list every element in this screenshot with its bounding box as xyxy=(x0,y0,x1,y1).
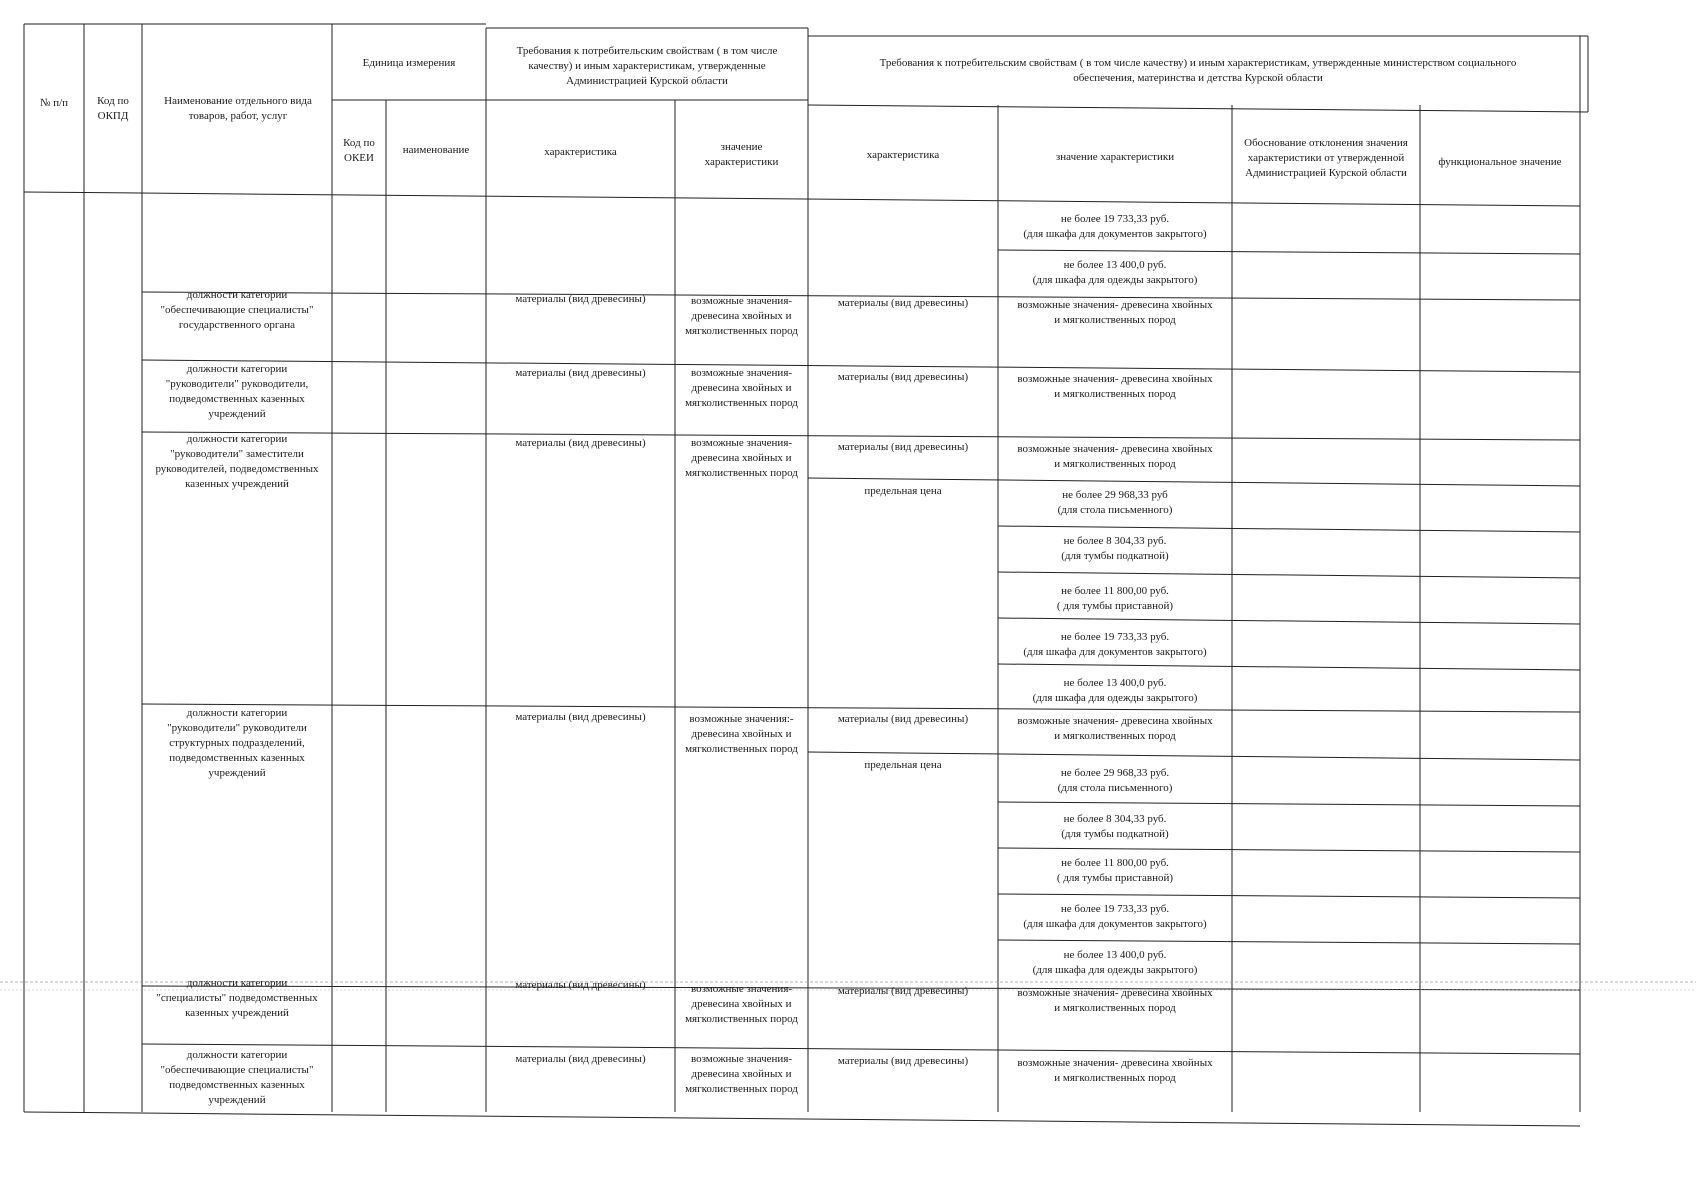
value-possible: возможные значения- древесина хвойных и мягколиственных пород xyxy=(685,983,798,1025)
price-cabinet-docs: не более 19 733,33 руб. (для шкафа для документов закрытого) xyxy=(1023,631,1207,658)
char-material: материалы (вид древесины) xyxy=(837,371,969,383)
price-side: не более 11 800,00 руб. ( для тумбы приставной) xyxy=(1056,857,1174,884)
header-functional: функциональное значение xyxy=(1438,156,1562,168)
value-possible: возможные значения- древесина хвойных и мягколиственных пород xyxy=(1017,443,1213,470)
header-unit-name: наименование xyxy=(402,144,470,156)
price-cabinet-docs: не более 19 733,33 руб. (для шкафа для документов закрытого) xyxy=(1023,903,1207,930)
row-category: должности категории "обеспечивающие специалисты" государственного органа xyxy=(160,289,314,331)
header-unit-code: Код по ОКЕИ xyxy=(343,137,375,164)
header-val-admin: значение характеристики xyxy=(704,141,779,168)
char-material: материалы (вид древесины) xyxy=(837,441,969,453)
char-material: материалы (вид древесины) xyxy=(515,711,646,723)
char-material: материалы (вид древесины) xyxy=(515,293,646,305)
value-possible: возможные значения- древесина хвойных и мягколиственных пород xyxy=(1017,1057,1213,1084)
price-side: не более 11 800,00 руб. ( для тумбы приставной) xyxy=(1056,585,1174,612)
price-cabinet-clothes: не более 13 400,0 руб. (для шкафа для одежды закрытого) xyxy=(1032,677,1198,704)
row-category: должности категории "руководители" руководители, подведомственных казенных учреждений xyxy=(165,363,309,420)
row-category: должности категории "специалисты" подведомственных казенных учреждений xyxy=(156,977,318,1019)
row-category: должности категории "руководители" руководители структурных подразделений, подведомственных казенных учреждений xyxy=(167,707,307,779)
header-req-ministry: Требования к потребительским свойствам ( в том числе качеству) и иным характеристикам, утвержденные министерством социального обеспечения, материнства и детства Курской области xyxy=(879,57,1517,84)
char-material: материалы (вид древесины) xyxy=(837,297,969,309)
value-possible: возможные значения- древесина хвойных и мягколиственных пород xyxy=(1017,373,1213,400)
char-material: материалы (вид древесины) xyxy=(515,437,646,449)
header-num: № п/п xyxy=(39,97,69,109)
row-category: должности категории "руководители" заместители руководителей, подведомственных казенных учреждений xyxy=(155,433,319,490)
char-material: материалы (вид древесины) xyxy=(837,985,969,997)
value-possible: возможные значения- древесина хвойных и мягколиственных пород xyxy=(685,367,798,409)
price-desk: не более 29 968,33 руб (для стола письменного) xyxy=(1057,489,1173,516)
value-possible: возможные значения- древесина хвойных и мягколиственных пород xyxy=(685,437,798,479)
char-material: материалы (вид древесины) xyxy=(515,1053,646,1065)
value-possible: возможные значения- древесина хвойных и мягколиственных пород xyxy=(1017,299,1213,326)
price-cabinet-clothes: не более 13 400,0 руб. (для шкафа для одежды закрытого) xyxy=(1032,949,1198,976)
price-drawer: не более 8 304,33 руб. (для тумбы подкатной) xyxy=(1061,535,1169,562)
char-material: материалы (вид древесины) xyxy=(515,979,646,991)
price-cabinet-clothes: не более 13 400,0 руб. (для шкафа для одежды закрытого) xyxy=(1032,259,1198,286)
header-val-ministry: значение характеристики xyxy=(1055,151,1175,163)
header-char-ministry: характеристика xyxy=(866,149,940,161)
price-desk: не более 29 968,33 руб. (для стола письменного) xyxy=(1057,767,1173,794)
price-drawer: не более 8 304,33 руб. (для тумбы подкатной) xyxy=(1061,813,1169,840)
value-possible: возможные значения- древесина хвойных и мягколиственных пород xyxy=(1017,715,1213,742)
char-price-limit: предельная цена xyxy=(864,759,942,771)
value-possible: возможные значения:- древесина хвойных и мягколиственных пород xyxy=(685,713,798,755)
value-possible: возможные значения- древесина хвойных и мягколиственных пород xyxy=(685,295,798,337)
row-category: должности категории "обеспечивающие специалисты" подведомственных казенных учреждений xyxy=(160,1049,314,1106)
char-material: материалы (вид древесины) xyxy=(837,713,969,725)
char-price-limit: предельная цена xyxy=(864,485,942,497)
value-possible: возможные значения- древесина хвойных и мягколиственных пород xyxy=(685,1053,798,1095)
header-unit: Единица измерения xyxy=(362,57,456,69)
char-material: материалы (вид древесины) xyxy=(515,367,646,379)
price-cabinet-docs: не более 19 733,33 руб. (для шкафа для документов закрытого) xyxy=(1023,213,1207,240)
header-name: Наименование отдельного вида товаров, работ, услуг xyxy=(164,95,312,122)
header-justification: Обоснование отклонения значения характеристики от утвержденной Администрацией Курской области xyxy=(1244,137,1408,179)
header-req-admin: Требования к потребительским свойствам ( в том числе качеству) и иным характеристикам, утвержденные Администрацией Курской области xyxy=(516,45,778,87)
header-okpd: Код по ОКПД xyxy=(97,95,129,122)
char-material: материалы (вид древесины) xyxy=(837,1055,969,1067)
header-char-admin: характеристика xyxy=(544,146,617,158)
value-possible: возможные значения- древесина хвойных и мягколиственных пород xyxy=(1017,987,1213,1014)
